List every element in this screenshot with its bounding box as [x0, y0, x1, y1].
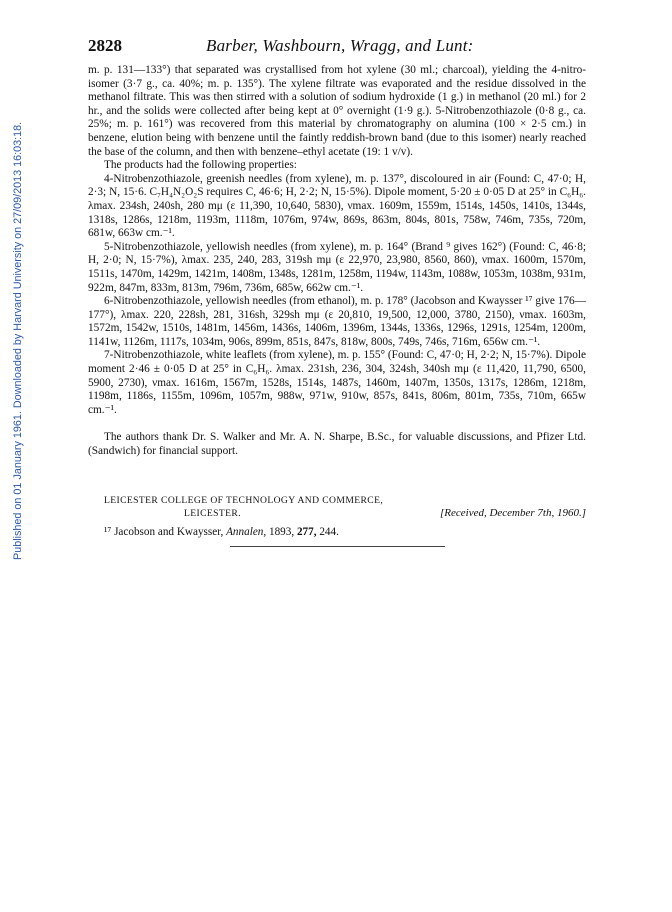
footnote-year: 1893, — [268, 526, 295, 538]
footnote-volume: 277, — [296, 526, 317, 538]
end-rule — [230, 546, 445, 547]
article-body — [88, 64, 586, 459]
paragraph-4-nitrobenzothiazole: 4-Nitrobenzothiazole, greenish needles (from xylene), m. p. 137°, discoloured in air (Found: C, 47·0; H, 2·3; N, 15·6. C₇H₄N₂O₂S requires C, 46·6; H, 2·2; N, 15·5%). Dipole moment, 5·20 ± 0·05 D at 25° in C₆H₆. λmax. 234sh, 240sh, 280 mμ (ε 11,390, 10,640, 5830), νmax. 1609m, 1559m, 1514s, 1450s, 1410s, 1344s, 1318s, 1286s, 1218m, 1193m, 1118m, 1076m, 974w, 869s, 863m, 804s, 801s, 758w, 746m, 735s, 720m, 681w, 663w cm.⁻¹. — [88, 172, 586, 240]
paragraph-6-nitrobenzothiazole: 6-Nitrobenzothiazole, yellowish needles (from ethanol), m. p. 178° (Jacobson and Kwaysser ¹⁷ give 176—177°), λmax. 220, 228sh, 281, 316sh, 329sh mμ (ε 20,810, 19,500, 12,000, 3780, 2150), νmax. 1603m, 1572m, 1542w, 1510s, 1481m, 1456m, 1436s, 1406m, 1396m, 1344s, 1336s, 1296s, 1291s, 1254m, 1200m, 1141w, 1126m, 1117s, 1034m, 906s, 899m, 851s, 847s, 818w, 800s, 749s, 746s, 716m, 656w cm.⁻¹. — [88, 295, 586, 348]
footnote-marker: ¹⁷ — [104, 526, 112, 538]
download-watermark — [4, 120, 24, 560]
page-header — [88, 36, 588, 58]
acknowledgement: The authors thank Dr. S. Walker and Mr. A. N. Sharpe, B.Sc., for valuable discussions, and Pfizer Ltd. (Sandwich) for financial support. — [88, 431, 586, 458]
footnote-authors: Jacobson and Kwaysser, — [114, 526, 224, 538]
footnote-page: 244. — [319, 526, 339, 538]
paragraph-5-nitrobenzothiazole: 5-Nitrobenzothiazole, yellowish needles (from xylene), m. p. 164° (Brand ⁹ gives 162°) (Found: C, 46·8; H, 2·0; N, 15·7%), λmax. 235, 240, 283, 319sh mμ (ε 22,970, 23,980, 8560, 860), νmax. 1600m, 1570m, 1511s, 1470m, 1429m, 1421m, 1408m, 1348s, 1281m, 1258m, 1194w, 1143m, 1088w, 1053m, 1038m, 931m, 922m, 847m, 833m, 813m, 796m, 736m, 685w, 662w cm.⁻¹. — [88, 240, 586, 294]
address-city: LEICESTER. — [184, 508, 242, 519]
watermark-text[interactable]: Published on 01 January 1961. Downloaded by Harvard University on 27/09/2013 16:03:18. — [12, 121, 24, 560]
paragraph-gap — [88, 417, 586, 431]
page-number: 2828 — [88, 36, 122, 55]
footnote-reference — [104, 526, 339, 538]
paragraph-properties-intro: The products had the following properties: — [104, 159, 297, 172]
running-title: Barber, Washbourn, Wragg, and Lunt: — [206, 36, 474, 55]
paragraph-isolation: m. p. 131—133°) that separated was crystallised from hot xylene (30 ml.; charcoal), yielding the 4-nitro-isomer (3·7 g., ca. 40%; m. p. 135°). The xylene filtrate was evaporated and the residue dissolved in the methanol filtrate. This was then stirred with a solution of sodium hydroxide (1 g.) in methanol (20 ml.) for 2 hr., and the solids were collected after being kept at 0° overnight (1·9 g.). 5-Nitrobenzothiazole (0·8 g., ca. 25%; m. p. 161°) was recovered from this material by chromatography on alumina (100 × 2·5 cm.) in benzene, elution being with benzene until the faintly reddish-brown band (due to this isomer) nearly reached the base of the column, and then with benzene–ethyl acetate (19: 1 v/v). — [88, 64, 586, 158]
address-institution: LEICESTER COLLEGE OF TECHNOLOGY AND COMMERCE, — [104, 495, 384, 506]
paragraph-7-nitrobenzothiazole: 7-Nitrobenzothiazole, white leaflets (from xylene), m. p. 155° (Found: C, 47·0; H, 2·2; N, 15·7%). Dipole moment 2·46 ± 0·05 D at 25° in C₆H₆. λmax. 231sh, 236, 304, 324sh, 340sh mμ (ε 11,420, 11,790, 6500, 5900, 2730), νmax. 1616m, 1567m, 1528s, 1514s, 1487s, 1460m, 1407m, 1350s, 1317s, 1286m, 1218m, 1198m, 1186s, 1155m, 1096m, 1057m, 988w, 971w, 910w, 857s, 841s, 806m, 801m, 735s, 710m, 665w cm.⁻¹. — [88, 349, 586, 416]
received-date: [Received, December 7th, 1960.] — [439, 507, 586, 519]
footnote-journal: Annalen, — [226, 526, 267, 538]
